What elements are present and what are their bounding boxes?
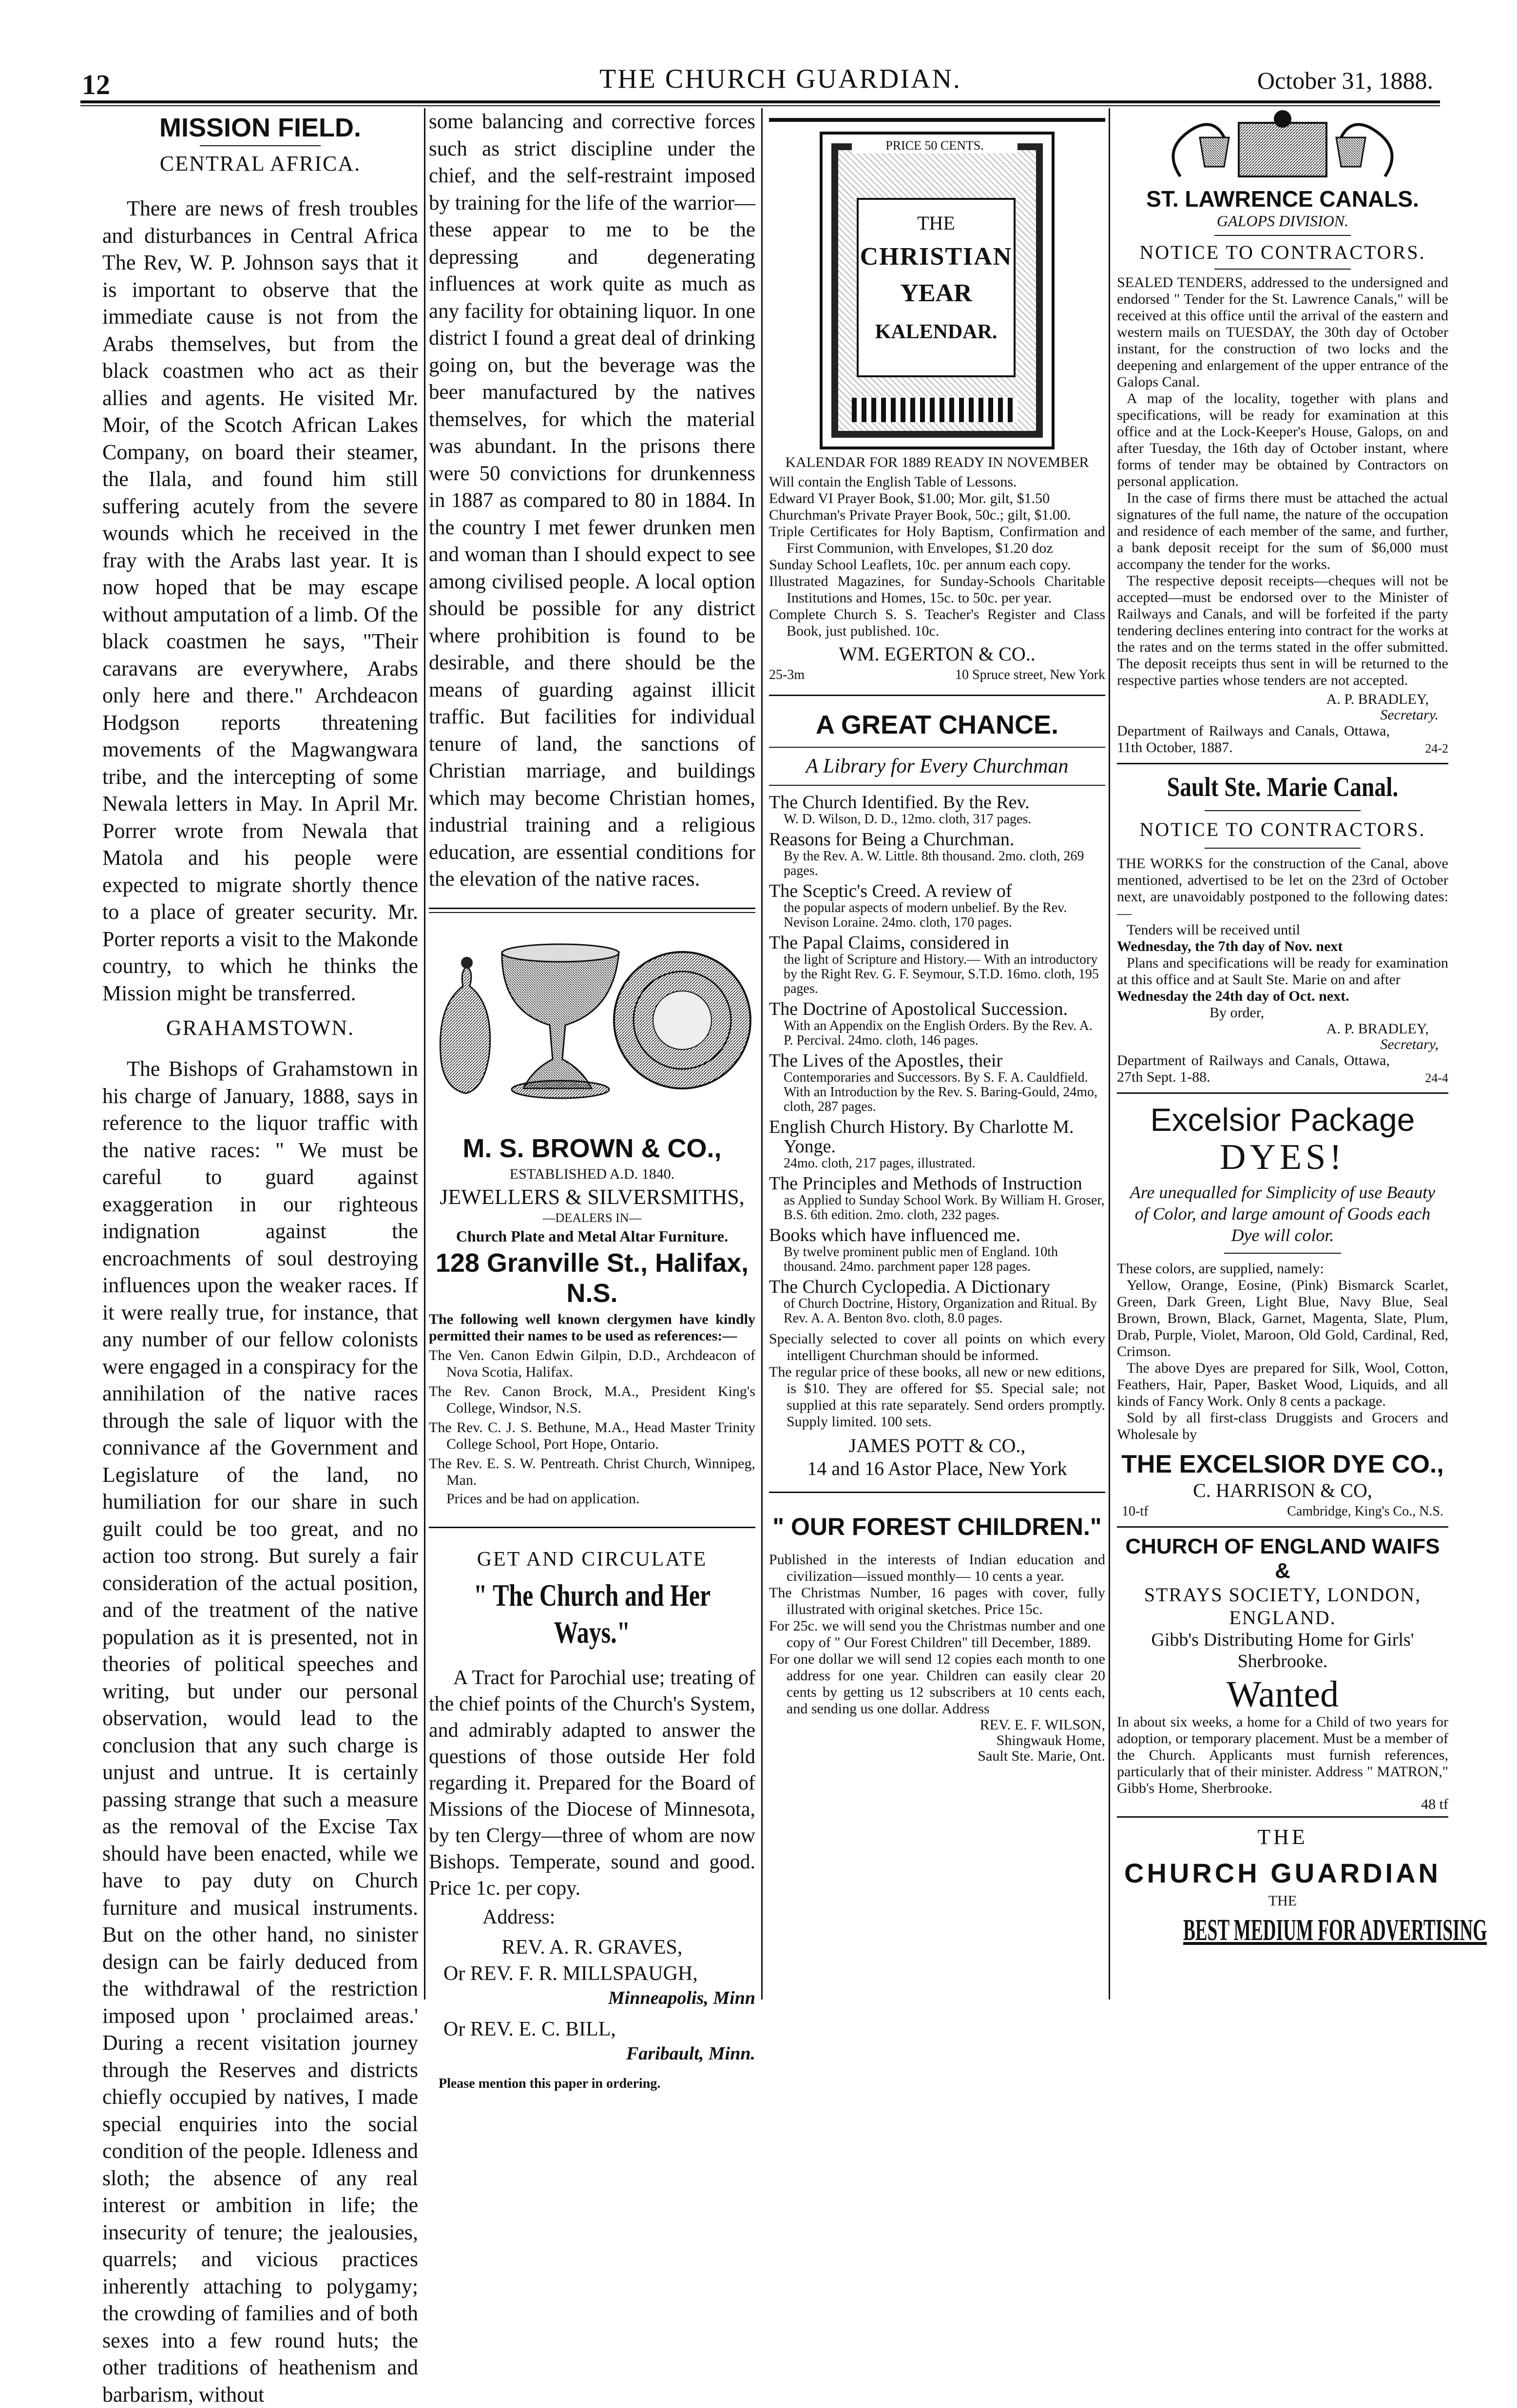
notice-text: By order, (1210, 1005, 1265, 1021)
ad-text: The Rev. Canon Brock, M.A., President King's College, Windsor, N.S. (429, 1383, 755, 1416)
notice-reference: 24-2 (1425, 741, 1448, 756)
ad-footer: Please mention this paper in ordering. (439, 2076, 661, 2091)
ad-goods: Church Plate and Metal Altar Furniture. (456, 1227, 729, 1245)
calendar-price: PRICE 50 CENTS. (852, 138, 1018, 153)
divider (1117, 763, 1448, 764)
book-item (769, 1277, 1105, 1326)
ad-trade: JEWELLERS & SILVERSMITHS, (440, 1185, 745, 1209)
ad-text: The above Dyes are prepared for Silk, Wool, Cotton, Feathers, Hair, Paper, Basket Wood, Liquids, and all kinds of Fancy Work. Only 8 cents a package. (1117, 1360, 1448, 1409)
calendar-cover (820, 132, 1055, 449)
notice-reference: 24-4 (1425, 1071, 1448, 1085)
ad-signature: Shingwauk Home, (996, 1732, 1105, 1748)
issue-date: October 31, 1888. (1257, 67, 1434, 94)
ad-text: Specially selected to cover all points on which every intelligent Churchman should be informed. (769, 1331, 1105, 1363)
book-title: The Papal Claims, considered in (769, 932, 1009, 953)
ad-text: The Rev. E. S. W. Pentreath. Christ Church, Winnipeg, Man. (429, 1455, 755, 1488)
chalice-illustration (429, 923, 755, 1127)
ad-text: The Ven. Canon Edwin Gilpin, D.D., Archdeacon of Nova Scotia, Halifax. (429, 1347, 755, 1380)
book-title: The Church Cyclopedia. A Dictionary (769, 1277, 1051, 1297)
notices-column (1117, 108, 1487, 2000)
book-title: The Lives of the Apostles, their (769, 1050, 1003, 1071)
divider (200, 145, 321, 146)
ad-dealers: —DEALERS IN— (542, 1210, 642, 1225)
book-details: Contemporaries and Successors. By S. F. A. Cauldfield. With an Introduction by the Rev. S. Baring-Gould, 24mo, cloth, 287 pages. (784, 1070, 1098, 1114)
book-title: The Doctrine of Apostolical Succession. (769, 999, 1068, 1019)
book-details: the popular aspects of modern unbelief. By the Rev. Nevison Loraine. 24mo. cloth, 170 pages. (784, 900, 1067, 930)
book-details: as Applied to Sunday School Work. By William H. Groser, B.S. 6th edition. 2mo. cloth, 232 pages. (784, 1193, 1105, 1223)
book-title: Reasons for Being a Churchman. (769, 829, 1015, 850)
ad-heading: " OUR FOREST CHILDREN." (772, 1513, 1102, 1540)
ad-heading: GET AND CIRCULATE (477, 1548, 708, 1571)
section-heading: MISSION FIELD. (159, 113, 362, 142)
book-item (769, 1174, 1105, 1223)
divider (1205, 848, 1361, 849)
ad-subheading: A Library for Every Churchman (806, 755, 1069, 777)
promo-text: THE (1257, 1825, 1308, 1849)
book-details: By the Rev. A. W. Little. 8th thousand. 2mo. cloth, 269 pages. (784, 849, 1084, 878)
promo-slogan: BEST MEDIUM FOR ADVERTISING (1183, 1914, 1487, 1947)
notice-signature: Secretary, (1380, 1036, 1439, 1052)
ad-text: Churchman's Private Prayer Book, 50c.; gilt, $1.00. (769, 507, 1071, 523)
ad-text: Sold by all first-class Druggists and Grocers and Wholesale by (1117, 1410, 1448, 1442)
ad-text: The following well known clergymen have kindly permitted their names to be used as references:— (429, 1311, 755, 1344)
divider (1214, 269, 1351, 270)
notice-text: Tenders will be received until (1127, 922, 1301, 938)
notice-heading: Sault Ste. Marie Canal. (1167, 772, 1399, 802)
library-ad (769, 710, 1105, 1480)
book-item (769, 1225, 1105, 1274)
ad-text: Edward VI Prayer Book, $1.00; Mor. gilt, $1.50 (769, 490, 1050, 506)
divider (1117, 1526, 1448, 1528)
ad-reference: 10-tf (1122, 1504, 1149, 1519)
book-item (769, 881, 1105, 930)
ad-text: Yellow, Orange, Eosine, (Pink) Bismarck Scarlet, Green, Dark Green, Light Blue, Navy Blue, Seal Brown, Brown, Black, Garnet, Magenta, Slate, Plum, Drab, Purple, Violet, Maroon, Old Gold, Cardinal, Red, Crimson. (1117, 1277, 1448, 1359)
notice-title: NOTICE TO CONTRACTORS. (1139, 818, 1426, 840)
notice-text: Wednesday the 24th day of Oct. next. (1117, 988, 1349, 1004)
calendar-title: YEAR (900, 279, 972, 307)
ad-heading: DYES! (1220, 1137, 1345, 1177)
notice-text: A map of the locality, together with plans and specifications, will be ready for examination at this office and at the Lock-Keeper's House, Galops, on and after Tuesday, the 16th day of October instant, where forms of tender may be obtained by Contractors on personal application. (1117, 390, 1448, 489)
promo-text: THE (1268, 1893, 1297, 1909)
notice-signature: A. P. BRADLEY, (1326, 1021, 1429, 1037)
divider (769, 1492, 1105, 1493)
book-item (769, 830, 1105, 878)
calendar-ad (769, 132, 1105, 683)
divider (769, 747, 1105, 748)
ad-signature: Sault Ste. Marie, Ont. (978, 1748, 1105, 1764)
ad-text: Prices and be had on application. (446, 1490, 640, 1507)
divider (429, 1527, 755, 1528)
ad-caption: KALENDAR FOR 1889 READY IN NOVEMBER (785, 454, 1089, 470)
notice-signature: Secretary. (1380, 707, 1439, 723)
book-details: of Church Doctrine, History, Organization and Ritual. By Rev. A. A. Benton 8vo. cloth, 8.0 pages. (784, 1296, 1097, 1326)
ad-body: A Tract for Parochial use; treating of the chief points of the Church's System, and admirably adapted to answer the questions of those outside Her fold regarding it. Prepared for the Board of Missions of the Diocese of Minnesota, by ten Clergy—three of whom are now Bishops. Temperate, sound and good. Price 1c. per copy. (429, 1666, 755, 1900)
forest-children-ad (769, 1513, 1105, 1764)
ad-address: 128 Granville St., Halifax, N.S. (435, 1248, 749, 1308)
ad-subheading: Gibb's Distributing Home for Girls' (1151, 1630, 1414, 1650)
book-details: the light of Scripture and History.— With an introductory by the Right Rev. G. F. Seymour, S.T.D. 16mo. cloth, 195 pages. (784, 952, 1099, 996)
notice-text: Plans and specifications will be ready for examination at this office and at Sault Ste. Marie on and after (1117, 955, 1448, 988)
ad-reference: 25-3m (769, 667, 805, 682)
ad-signature: REV. E. F. WILSON, (979, 1717, 1105, 1733)
divider (769, 118, 1105, 122)
column-divider (1109, 108, 1110, 2000)
page-number: 12 (82, 69, 110, 100)
ad-text: In about six weeks, a home for a Child of two years for adoption, or temporary placement. Must be a member of the Church. Applicants must furnish references, particularly that of their minister. Address " MATRON," Gibb's Home, Sherbrooke. (1117, 1714, 1448, 1796)
ad-text: Illustrated Magazines, for Sunday-Schools Charitable Institutions and Homes, 15c. to 50c. per year. (769, 573, 1105, 606)
ad-address-place: Faribault, Minn. (626, 2043, 755, 2064)
column-divider (424, 108, 425, 2000)
notice-title: NOTICE TO CONTRACTORS. (1139, 241, 1426, 263)
notice-department: Department of Railways and Canals, Ottawa, 11th October, 1887. (1117, 723, 1390, 756)
ad-heading: CHURCH OF ENGLAND WAIFS & (1125, 1534, 1440, 1583)
ad-established: ESTABLISHED A.D. 1840. (509, 1165, 675, 1182)
ad-company-name: THE EXCELSIOR DYE CO., (1121, 1450, 1444, 1478)
article-paragraph: There are news of fresh troubles and disturbances in Central Africa The Rev, W. P. Johnson says that it is important to observe that the immediate cause is not from the Arabs themselves, but from the black coastmen who act as their allies and agents. He visited Mr. Moir, of the Scotch African Lakes Company, on board their steamer, the Ilala, and found him still suffering acutely from the severe wounds which he received in the fray with the Arabs last year. It is now hoped that be may escape without amputation of a limb. Of the black coastmen he says, "Their caravans are everywhere, Arabs only here and there." Archdeacon Hodgson reports threatening movements of the Magwangwara tribe, and the intercepting of some Newala letters in May. In April Mr. Porrer wrote from Newala that Matola and his people were expected to migrate shortly thence to a place of greater security. Mr. Porter reports a visit to the Makonde country, to which he thinks the Mission might be transferred. (102, 196, 418, 1005)
book-item (769, 933, 1105, 996)
ad-address: 10 Spruce street, New York (955, 667, 1105, 682)
ad-text: The regular price of these books, all new or new editions, is $10. They are offered for $5. Special sale; not supplied at this rate separately. Send orders promptly. Supply limited. 100 sets. (769, 1364, 1105, 1430)
notice-heading: ST. LAWRENCE CANALS. (1146, 186, 1419, 212)
notice-text: THE WORKS for the construction of the Canal, above mentioned, advertised to be let on the 23rd of October next, are unavoidably postponed to the following dates:— (1117, 855, 1448, 921)
masthead-rule (80, 100, 1440, 103)
book-title: The Sceptic's Creed. A review of (769, 881, 1012, 901)
coat-of-arms (1117, 108, 1448, 181)
ad-text: Triple Certificates for Holy Baptism, Confirmation and First Communion, with Envelopes, $1.20 doz (769, 524, 1105, 556)
book-item (769, 1117, 1105, 1171)
ad-text: Complete Church S. S. Teacher's Register and Class Book, just published. 10c. (769, 606, 1105, 639)
ad-subheading: STRAYS SOCIETY, LONDON, (1144, 1584, 1421, 1606)
calendar-title: THE (917, 212, 955, 234)
subheading: CENTRAL AFRICA. (159, 152, 361, 175)
promo-title: CHURCH GUARDIAN (1124, 1858, 1441, 1888)
ad-text: The Christmas Number, 16 pages with cover, fully illustrated with original sketches. Price 15c. (769, 1585, 1105, 1617)
advertisements-column (769, 108, 1105, 2000)
newspaper-title: THE CHURCH GUARDIAN. (599, 64, 961, 94)
calendar-title: CHRISTIAN (860, 243, 1013, 271)
book-title: The Church Identified. By the Rev. (769, 792, 1030, 813)
book-item (769, 999, 1105, 1048)
mission-field-column (102, 112, 418, 2407)
notice-text: In the case of firms there must be attached the actual signatures of the full name, the nature of the occupation and residence of each member of the same, and further, a bank deposit receipt for the sum of $6,000 must accompany the tender for the works. (1117, 490, 1448, 572)
book-item (769, 793, 1105, 827)
book-title: The Principles and Methods of Instruction (769, 1173, 1082, 1194)
ad-address-line: Or REV. F. R. MILLSPAUGH, (443, 1962, 698, 1985)
ad-address-line: REV. A. R. GRAVES, (501, 1936, 683, 1959)
notice-signature: A. P. BRADLEY, (1326, 691, 1429, 707)
book-list (769, 793, 1105, 1326)
divider (769, 695, 1105, 696)
column-divider (761, 108, 763, 2000)
tract-ad (429, 1548, 755, 2092)
book-item (769, 1051, 1105, 1114)
ad-address: Cambridge, King's Co., N.S. (1287, 1504, 1443, 1519)
ad-publisher: JAMES POTT & CO., (848, 1435, 1026, 1456)
divider (1214, 235, 1351, 236)
ad-subheading: Sherbrooke. (1237, 1651, 1328, 1671)
calendar-title: KALENDAR. (875, 321, 998, 343)
ad-reference: 48 tf (1421, 1796, 1448, 1812)
divider (429, 908, 755, 909)
book-details: W. D. Wilson, D. D., 12mo. cloth, 317 pages. (784, 812, 1032, 827)
ad-text: Sunday School Leaflets, 10c. per annum each copy. (769, 557, 1071, 573)
book-details: With an Appendix on the English Orders. By the Rev. A. P. Percival. 24mo. cloth, 146 pages. (784, 1018, 1093, 1048)
divider (1205, 810, 1361, 811)
article-continuation-column (429, 108, 755, 2091)
divider (1224, 1253, 1341, 1254)
book-title: Books which have influenced me. (769, 1225, 1021, 1245)
divider (429, 912, 755, 913)
ad-address-place: Minneapolis, Minn (608, 1987, 755, 2008)
ad-title: " The Church and Her Ways." (473, 1577, 711, 1650)
ad-company-name: C. HARRISON & CO, (1193, 1479, 1372, 1501)
ad-address: 14 and 16 Astor Place, New York (807, 1457, 1067, 1479)
subheading: GRAHAMSTOWN. (166, 1016, 355, 1040)
divider (769, 785, 1105, 786)
book-title: English Church History. By Charlotte M. Yonge. (769, 1117, 1074, 1157)
ad-text: Will contain the English Table of Lessons. (769, 474, 1017, 490)
ad-text: Published in the interests of Indian education and civilization—issued monthly— 10 cents a year. (769, 1552, 1105, 1584)
ad-heading: A GREAT CHANCE. (816, 710, 1058, 739)
ad-tagline: Are unequalled for Simplicity of use Beauty of Color, and large amount of Goods each Dye will color. (1130, 1183, 1436, 1245)
masthead-rule-thin (80, 105, 1440, 106)
notice-text: SEALED TENDERS, addressed to the undersigned and endorsed " Tender for the St. Lawrence Canals," will be received at this office until the arrival of the eastern and western mails on TUESDAY, the 30th day of October instant, for the construction of two locks and the deepening and enlargement of the upper entrance of the Galops Canal. (1117, 274, 1448, 390)
jeweller-ad (429, 923, 755, 1507)
ad-text: For 25c. we will send you the Christmas number and one copy of " Our Forest Children" till December, 1889. (769, 1618, 1105, 1651)
ad-text: These colors, are supplied, namely: (1117, 1261, 1324, 1277)
notice-subheading: GALOPS DIVISION. (1216, 212, 1349, 230)
book-details: 24mo. cloth, 217 pages, illustrated. (784, 1156, 976, 1171)
article-paragraph: The Bishops of Grahamstown in his charge of January, 1888, says in reference to the liquor traffic with the native races: " We must be careful to guard against exaggeration in our righteous indignation against the encroachments of soul destroying influences upon the weaker races. If it were really true, for instance, that any number of our fellow colonists were engaged in a conspiracy for the annihilation of the native races through the sale of liquor with the connivance af the Government and Legislature of the land, no humiliation for our share in such guilt could be too great, and no action too strong. But surely a fair consideration of the actual position, and of the treatment of the native population as it is presented, not in theories of political speeches and writing, but under our personal observation, would lead to the conclusion that any such charge is unjust and untrue. It is certainly passing strange that such a measure as the removal of the Excise Tax should have been enacted, while we have to pay duty on Church furniture and musical instruments. But on the other hand, no sinister design can be fairly deduced from the withdrawal of the restriction imposed upon ' proclaimed areas.' During a recent visitation journey through the Reserves and districts chiefly occupied by natives, I made special enquiries into the social condition of the people. Idleness and sloth; the absence of any real interest or ambition in life; the insecurity of tenure; the jealousies, quarrels; and vicious practices inherently attaching to polygamy; the crowding of families and of both sexes into a few round huts; the other traditions of heathenism and barbarism, without (102, 1057, 418, 2407)
ad-address-line: Or REV. E. C. BILL, (443, 2018, 616, 2040)
ad-heading: Excelsior Package (1150, 1102, 1415, 1138)
ad-address-label: Address: (482, 1905, 556, 1928)
divider (1117, 1092, 1448, 1094)
article-paragraph: some balancing and corrective forces such as strict discipline under the chief, and the self-restraint imposed by training for the life of the warrior—these appear to me to be the depressing and degenerating influences at work quite as much as any facility for obtaining liquor. In one district I found a great deal of drinking going on, but the beverage was the beer manufactured by the natives themselves, for which the material was abundant. In the prisons there were 50 convictions for drunkenness in 1887 as compared to 80 in 1884. In the country I met fewer drunken men and woman than I should expect to see among civilised people. A local option should be possible for any district where prohibition is found to be desirable, and there should be the means of guarding against illicit traffic. But facilities for individual tenure of land, the sanctions of Christian marriage, and buildings which may become Christian homes, industrial training and a religious education, are essential conditions for the elevation of the native races. (429, 110, 755, 891)
ad-heading: Wanted (1226, 1674, 1339, 1715)
ad-subheading: ENGLAND. (1229, 1607, 1336, 1629)
book-details: By twelve prominent public men of England. 10th thousand. 24mo. parchment paper 128 pages. (784, 1244, 1058, 1274)
notice-department: Department of Railways and Canals, Ottawa, 27th Sept. 1-88. (1117, 1052, 1390, 1085)
ad-text: For one dollar we will send 12 copies each month to one address for one year. Children can easily clear 20 cents by getting us 12 subscribers at 10 cents each, and sending us one dollar. Address (769, 1651, 1105, 1717)
notice-text: The respective deposit receipts—cheques will not be accepted—must be endorsed over to the Minister of Railways and Canals, and will be forfeited if the party tendering declines entering into contract for the works at the rates and on the terms stated in the offer submitted. The deposit receipts thus sent in will be returned to the respective parties whose tenders are not accepted. (1117, 573, 1448, 688)
ad-publisher: WM. EGERTON & CO.. (839, 643, 1036, 665)
divider (1117, 1816, 1448, 1818)
notice-text: Wednesday, the 7th day of Nov. next (1117, 938, 1343, 954)
ad-text: The Rev. C. J. S. Bethune, M.A., Head Master Trinity College School, Port Hope, Ontario. (429, 1419, 755, 1452)
ad-company-name: M. S. BROWN & CO., (462, 1133, 722, 1163)
